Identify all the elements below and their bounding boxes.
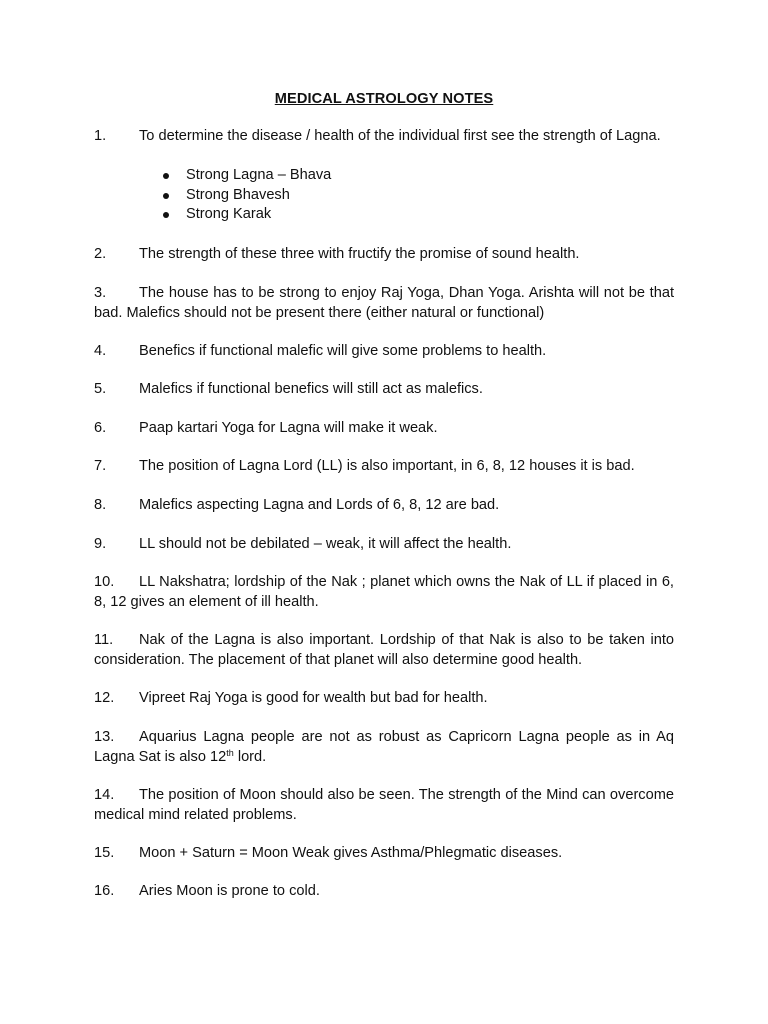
note-item-4 <box>94 342 674 362</box>
note-item-3 <box>94 284 674 323</box>
note-item-9 <box>94 535 674 555</box>
note-text: Aquarius Lagna people are not as robust as Capricorn Lagna people as in Aq Lagna Sat is also 12 <box>94 729 674 765</box>
note-number: 13. <box>94 729 115 745</box>
note-number: 8. <box>94 497 107 513</box>
note-number: 3. <box>94 285 107 301</box>
note-text: The house has to be strong to enjoy Raj Yoga, Dhan Yoga. Arishta will not be that bad. Malefics should not be present there (either natural or functional) <box>94 285 674 321</box>
note-item-2 <box>94 245 674 265</box>
note-text: Malefics aspecting Lagna and Lords of 6, 8, 12 are bad. <box>139 497 500 513</box>
note-text: LL Nakshatra; lordship of the Nak ; planet which owns the Nak of LL if placed in 6, 8, 12 gives an element of ill health. <box>94 574 674 610</box>
note-number: 7. <box>94 458 107 474</box>
bullet-text: Strong Bhavesh <box>186 186 290 203</box>
bullet-text: Strong Karak <box>186 206 272 223</box>
note-item-8 <box>94 496 674 516</box>
note-item-14 <box>94 786 674 825</box>
note-text: Benefics if functional malefic will give some problems to health. <box>139 343 547 359</box>
bullet-icon <box>163 193 169 199</box>
note-number: 12. <box>94 690 115 706</box>
bullet-icon <box>163 212 169 218</box>
bullet-item <box>160 186 331 206</box>
note-item-13 <box>94 728 674 767</box>
note-text: Moon + Saturn = Moon Weak gives Asthma/Phlegmatic diseases. <box>139 845 563 861</box>
note-number: 16. <box>94 883 115 899</box>
bullet-icon <box>163 173 169 179</box>
note-text: Aries Moon is prone to cold. <box>139 883 320 899</box>
note-item-1 <box>94 127 674 147</box>
note-number: 14. <box>94 787 115 803</box>
note-number: 1. <box>94 128 107 144</box>
bullet-item <box>160 166 331 186</box>
note-text: Nak of the Lagna is also important. Lordship of that Nak is also to be taken into consideration. The placement of that planet will also determine good health. <box>94 632 674 668</box>
note-number: 2. <box>94 246 107 262</box>
note-item-6 <box>94 419 674 439</box>
note-text: Paap kartari Yoga for Lagna will make it weak. <box>139 420 438 436</box>
note-text-end: lord. <box>233 748 267 765</box>
note-text: Vipreet Raj Yoga is good for wealth but bad for health. <box>139 690 488 706</box>
note-text: The position of Moon should also be seen. The strength of the Mind can overcome medical mind related problems. <box>94 787 674 823</box>
note-text: The strength of these three with fructify the promise of sound health. <box>139 246 580 262</box>
note-number: 4. <box>94 343 107 359</box>
bullet-text: Strong Lagna – Bhava <box>186 167 332 183</box>
bullet-item <box>160 205 331 225</box>
note-text: LL should not be debilated – weak, it will affect the health. <box>139 536 512 552</box>
note-item-7 <box>94 457 674 477</box>
note-item-10 <box>94 573 674 612</box>
note-superscript: th <box>226 747 234 758</box>
document-title: MEDICAL ASTROLOGY NOTES <box>274 91 494 107</box>
note-number: 5. <box>94 381 107 397</box>
note-item-5 <box>94 380 674 400</box>
note-text: Malefics if functional benefics will still act as malefics. <box>139 381 483 397</box>
note-number: 6. <box>94 420 107 436</box>
note-item-16 <box>94 882 674 902</box>
note-number: 10. <box>94 574 115 590</box>
bullet-list <box>160 166 331 225</box>
note-text: To determine the disease / health of the individual first see the strength of Lagna. <box>139 128 661 144</box>
note-item-15 <box>94 844 674 864</box>
note-number: 15. <box>94 845 115 861</box>
note-number: 9. <box>94 536 107 552</box>
note-text: The position of Lagna Lord (LL) is also important, in 6, 8, 12 houses it is bad. <box>139 458 635 474</box>
note-item-12 <box>94 689 674 709</box>
note-item-11 <box>94 631 674 670</box>
note-number: 11. <box>94 632 114 648</box>
